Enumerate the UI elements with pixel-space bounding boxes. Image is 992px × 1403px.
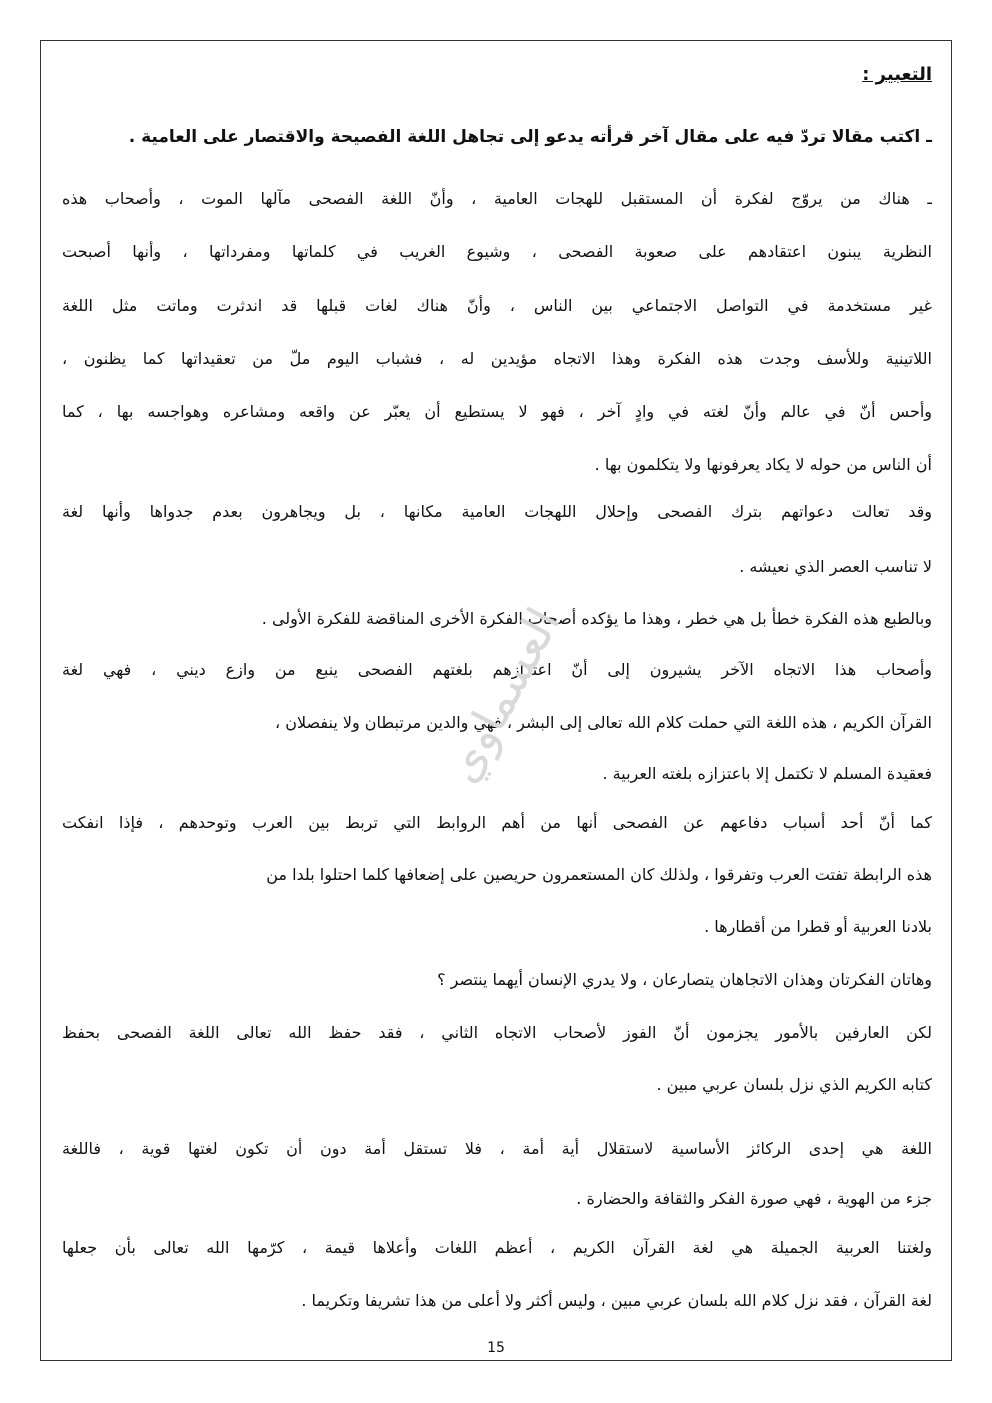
essay-line-21: ولغتنا العربية الجميلة هي لغة القرآن الكريم ، أعظم اللغات وأعلاها قيمة ، كرّمها الله تعالى بأن جعلها (62, 1238, 932, 1257)
essay-line-6: أن الناس من حوله لا يكاد يعرفونها ولا يتكلمون بها . (594, 455, 932, 474)
essay-line-10: وأصحاب هذا الاتجاه الآخر يشيرون إلى أنّ اعتزازهم بلغتهم الفصحى ينبع من وازع ديني ، فهي لغة (62, 660, 932, 679)
essay-line-18: كتابه الكريم الذي نزل بلسان عربي مبين . (656, 1075, 932, 1094)
essay-line-1: ـ هناك من يروّج لفكرة أن المستقبل للهجات العامية ، وأنّ اللغة الفصحى مآلها الموت ، وأصحاب هذه (62, 189, 932, 208)
essay-line-5: وأحس أنّ في عالم وأنّ لغته في وادٍ آخر ، فهو لا يستطيع أن يعبّر عن واقعه ومشاعره وهواجسه بها ، كما (62, 402, 932, 421)
essay-line-19: اللغة هي إحدى الركائز الأساسية لاستقلال أية أمة ، فلا تستقل أمة دون أن تكون لغتها قوية ، فاللغة (62, 1139, 932, 1158)
essay-line-7: وقد تعالت دعواتهم بترك الفصحى وإحلال اللهجات العامية مكانها ، بل ويجاهرون بعدم جدواها وأنها لغة (62, 502, 932, 521)
essay-line-11: القرآن الكريم ، هذه اللغة التي حملت كلام الله تعالى إلى البشر ، فهي والدين مرتبطان ولا ينفصلان ، (274, 713, 932, 732)
essay-line-14: هذه الرابطة تفتت العرب وتفرقوا ، ولذلك كان المستعمرون حريصين على إضعافها كلما احتلوا بلدا من (266, 865, 932, 884)
watermark: العسماوي (434, 598, 571, 792)
page-number: 15 (487, 1340, 505, 1356)
essay-line-4: اللاتينية وللأسف وجدت هذه الفكرة وهذا الاتجاه مؤيدين له ، فشباب اليوم ملّ من تعقيداتها كما يظنون ، (62, 349, 932, 368)
essay-line-2: النظرية يبنون اعتقادهم على صعوبة الفصحى ، وشيوع الغريب في كلماتها ومفرداتها ، وأنها أصبحت (62, 242, 932, 261)
essay-line-3: غير مستخدمة في التواصل الاجتماعي بين الناس ، وأنّ هناك لغات قبلها قد اندثرت وماتت مثل اللغة (62, 296, 932, 315)
essay-line-9: وبالطبع هذه الفكرة خطأ بل هي خطر ، وهذا ما يؤكده أصحاب الفكرة الأخرى المناقضة للفكرة الأولى . (261, 609, 932, 628)
essay-line-8: لا تناسب العصر الذي نعيشه . (739, 557, 932, 576)
essay-line-22: لغة القرآن ، فقد نزل كلام الله بلسان عربي مبين ، وليس أكثر ولا أعلى من هذا تشريفا وتكريما . (301, 1291, 932, 1310)
essay-line-16: وهاتان الفكرتان وهذان الاتجاهان يتصارعان ، ولا يدري الإنسان أيهما ينتصر ؟ (437, 970, 932, 989)
essay-line-17: لكن العارفين بالأمور يجزمون أنّ الفوز لأصحاب الاتجاه الثاني ، فقد حفظ الله تعالى اللغة الفصحى بحفظ (62, 1023, 932, 1042)
essay-prompt: ـ اكتب مقالا تردّ فيه على مقال آخر قرأته يدعو إلى تجاهل اللغة الفصيحة والاقتصار على العامية . (128, 127, 932, 147)
section-heading: التعبير : (862, 64, 932, 85)
essay-line-12: فعقيدة المسلم لا تكتمل إلا باعتزازه بلغته العربية . (602, 764, 932, 783)
essay-line-13: كما أنّ أحد أسباب دفاعهم عن الفصحى أنها من أهم الروابط التي تربط بين العرب وتوحدهم ، فإذا انفكت (62, 813, 932, 832)
essay-line-15: بلادنا العربية أو قطرا من أقطارها . (704, 917, 932, 936)
essay-line-20: جزء من الهوية ، فهي صورة الفكر والثقافة والحضارة . (576, 1189, 932, 1208)
